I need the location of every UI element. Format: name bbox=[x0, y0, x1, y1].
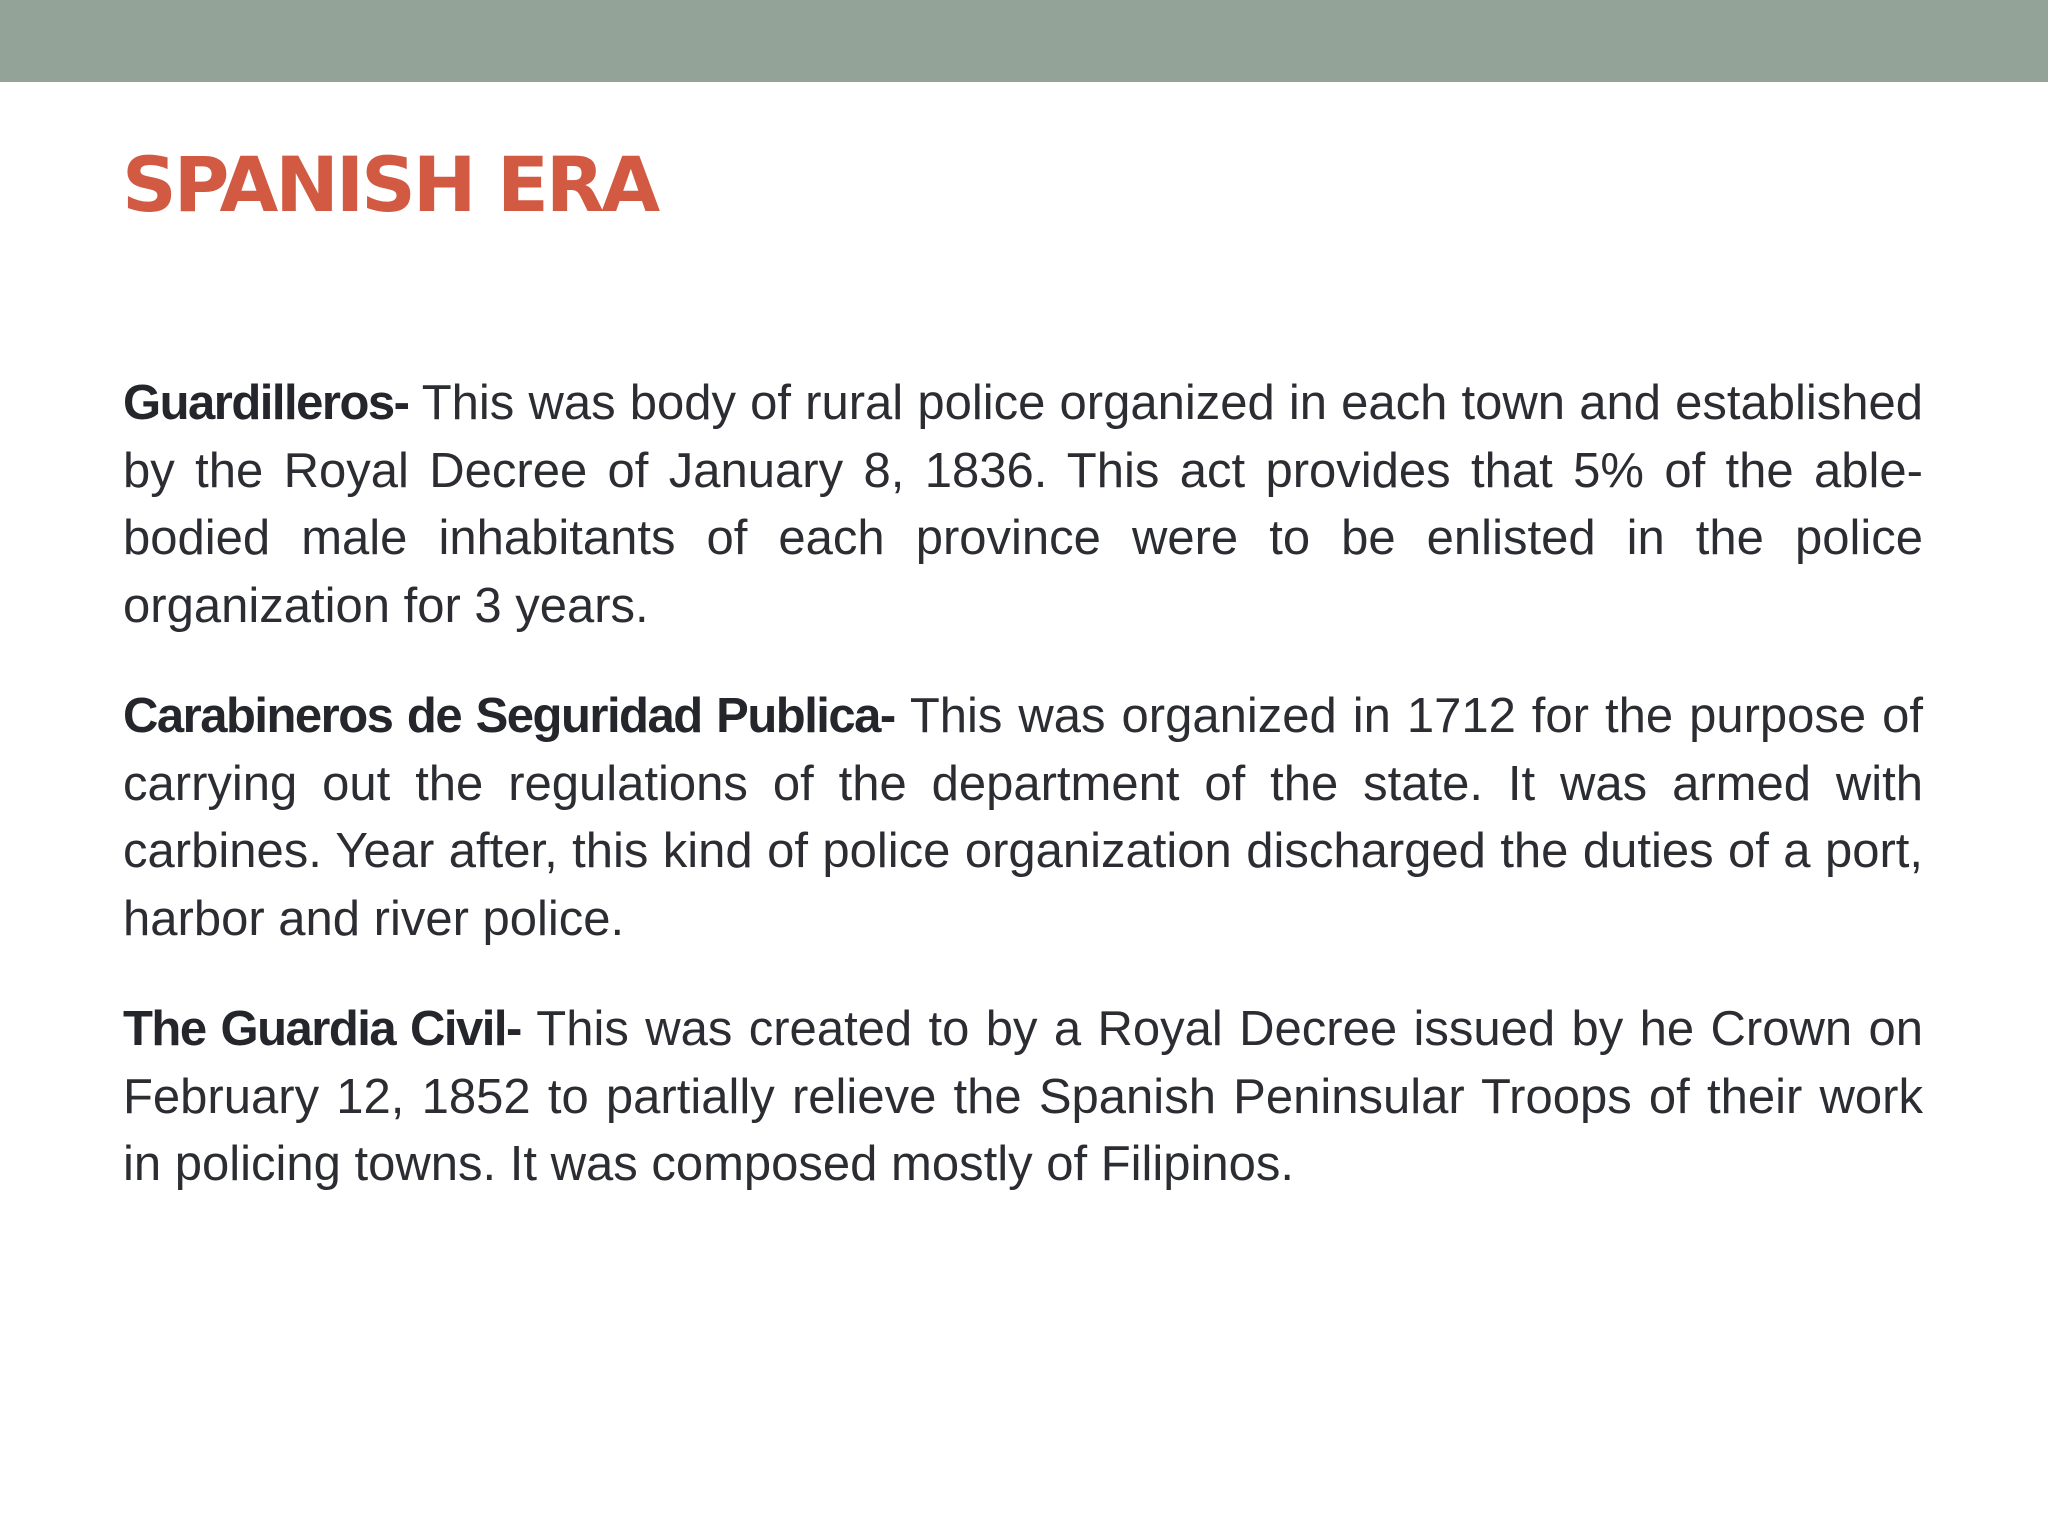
paragraph-guardia-civil bbox=[123, 996, 1923, 1199]
paragraph-text: This was organized in 1712 for the purpose of carrying out the regulations of the department of the state. It was armed with carbines. Year after, this kind of police organization discharged the duties of a port, harbor and river police. bbox=[123, 689, 1923, 946]
paragraph-text: This was created to by a Royal Decree issued by he Crown on February 12, 1852 to partially relieve the Spanish Peninsular Troops of their work in policing towns. It was composed mostly of Filipinos. bbox=[123, 1002, 1923, 1191]
paragraph-text: This was body of rural police organized in each town and established by the Royal Decree of January 8, 1836. This act provides that 5% of the able-bodied male inhabitants of each province were to be enlisted in the police organization for 3 years. bbox=[123, 376, 1923, 633]
slide-title: SPANISH ERA bbox=[122, 140, 658, 229]
paragraph-carabineros bbox=[123, 683, 1923, 953]
term-guardia-civil: The Guardia Civil- bbox=[123, 1002, 521, 1056]
term-guardilleros: Guardilleros- bbox=[123, 376, 409, 430]
term-carabineros: Carabineros de Seguridad Publica- bbox=[123, 689, 895, 743]
paragraph-guardilleros bbox=[123, 370, 1923, 640]
slide-body bbox=[123, 370, 1923, 1242]
top-accent-band bbox=[0, 0, 2048, 82]
